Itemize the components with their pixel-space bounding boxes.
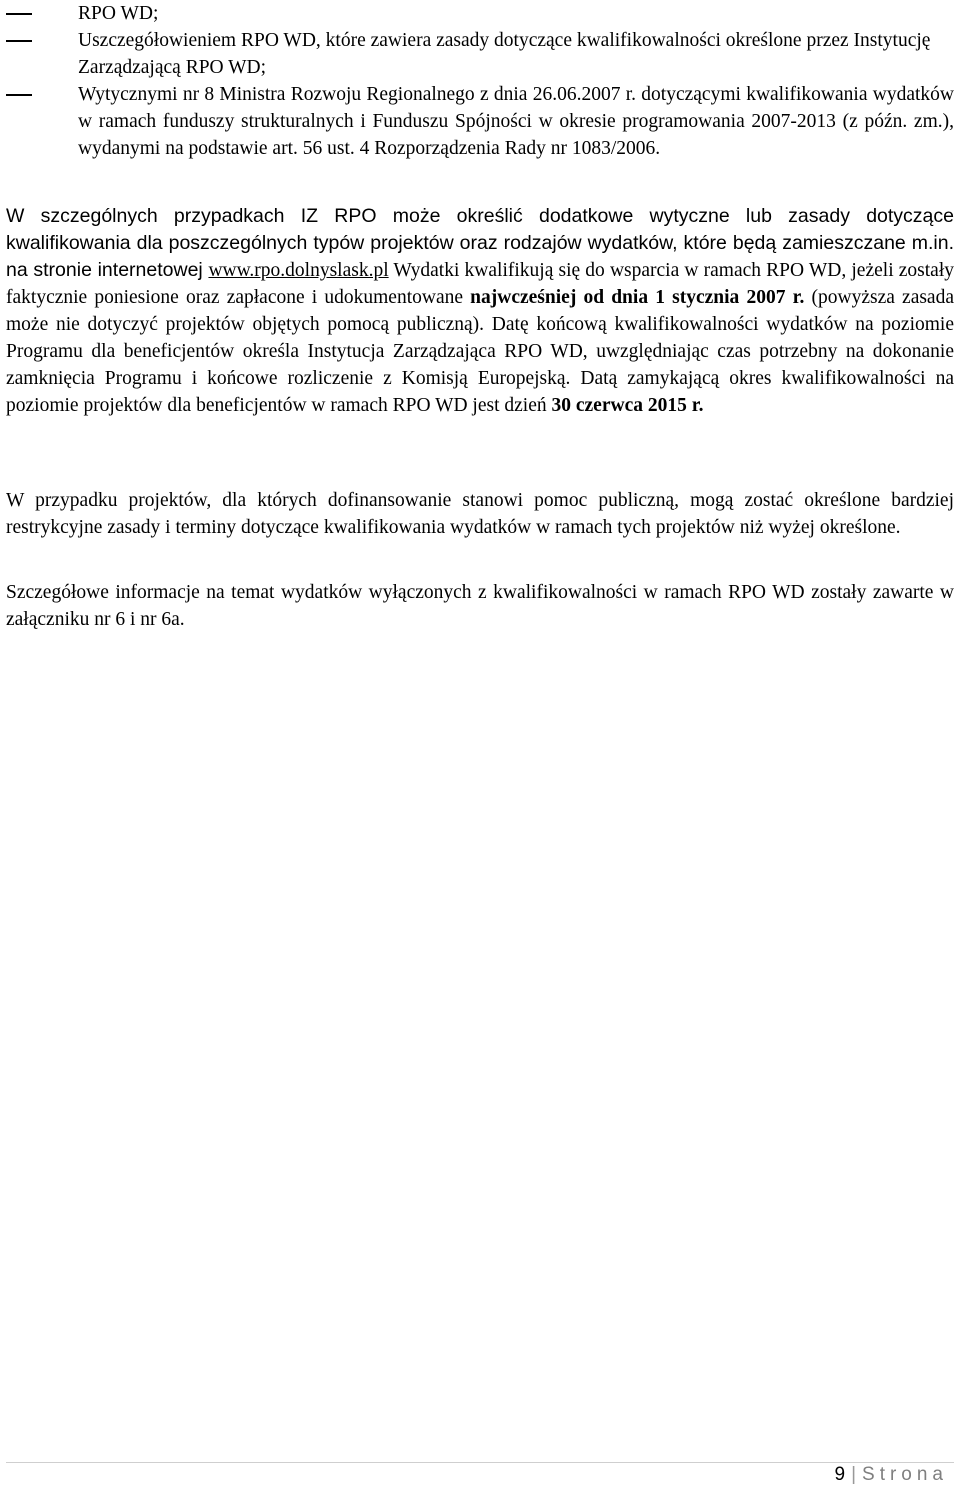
page-footer	[835, 1463, 949, 1487]
bullet-list	[6, 0, 954, 162]
page-word: Strona	[862, 1464, 948, 1485]
list-item	[6, 27, 954, 81]
list-item	[6, 0, 954, 27]
paragraph-eligibility	[6, 203, 954, 419]
footer-separator: |	[851, 1464, 857, 1485]
page-number: 9	[834, 1464, 846, 1485]
website-link[interactable]: www.rpo.dolnyslask.pl	[208, 260, 389, 281]
bold-date-end: 30 czerwca 2015 r.	[551, 395, 704, 416]
paragraph-text: (powyższa zasada może nie dotyczyć projektów objętych pomocą publiczną). Datę końcową kwalifikowalności wydatków na poziomie Programu dla beneficjentów określa Instytucja Zarządzająca RPO WD, uwzględniając czas potrzebny na dokonanie zamknięcia Programu i końcowe rozliczenie z Komisją Europejską. Datą zamykającą okres kwalifikowalności na poziomie projektów dla beneficjentów w ramach RPO WD jest dzień	[6, 287, 954, 416]
footer-divider	[6, 1462, 954, 1463]
paragraph-text: W szczególnych przypadkach IZ RPO może określić dodatkowe wytyczne lub zasady dotyczące kwalifikowania dla poszczególnych typów projektów oraz rodzajów wydatków, które będą zamieszczane m.in. na stronie internetowej	[6, 205, 954, 281]
list-item	[6, 81, 954, 162]
paragraph-text: Wydatki kwalifikują się do wsparcia w ramach RPO WD, jeżeli zostały faktycznie poniesione oraz zapłacone i udokumentowane	[6, 260, 954, 308]
dash-bullet-icon	[6, 13, 32, 15]
paragraph-public-aid: W przypadku projektów, dla których dofinansowanie stanowi pomoc publiczną, mogą zostać określone bardziej restrykcyjne zasady i terminy dotyczące kwalifikowania wydatków w ramach tych projektów niż wyżej określone.	[6, 490, 954, 538]
paragraph-details: Szczegółowe informacje na temat wydatków wyłączonych z kwalifikowalności w ramach RPO WD zostały zawarte w załączniku nr 6 i nr 6a.	[6, 582, 954, 630]
bold-date-start: najwcześniej od dnia 1 stycznia 2007 r.	[470, 287, 805, 308]
list-item-text: RPO WD;	[78, 3, 159, 24]
dash-bullet-icon	[6, 40, 32, 42]
list-item-text: Wytycznymi nr 8 Ministra Rozwoju Regionalnego z dnia 26.06.2007 r. dotyczącymi kwalifikowania wydatków w ramach funduszy strukturalnych i Funduszu Spójności w okresie programowania 2007-2013 (z późn. zm.), wydanymi na podstawie art. 56 ust. 4 Rozporządzenia Rady nr 1083/2006.	[78, 84, 954, 159]
dash-bullet-icon	[6, 94, 32, 96]
list-item-text: Uszczegółowieniem RPO WD, które zawiera zasady dotyczące kwalifikowalności określone przez Instytucję Zarządzającą RPO WD;	[78, 30, 931, 78]
